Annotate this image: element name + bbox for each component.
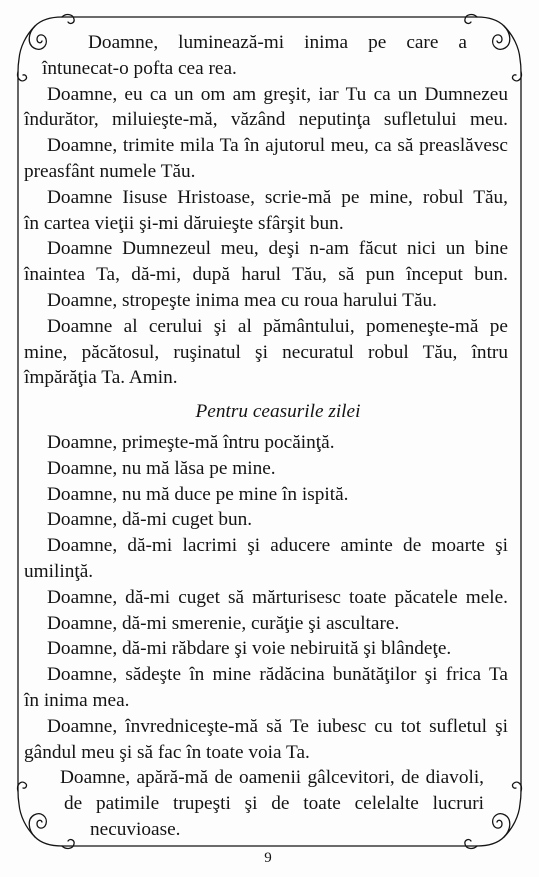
text-line: Doamne, nu mă duce pe mine în ispită. xyxy=(47,483,349,505)
text-line: preasfânt numele Tău. xyxy=(24,160,196,182)
text-line: Doamne, primeşte-mă întru pocăinţă. xyxy=(47,431,335,453)
prayer-paragraph xyxy=(24,611,508,637)
prayer-paragraph xyxy=(24,507,508,533)
text-line: Doamne, sădeşte în mine rădăcina bunătăţilor şi frica Ta xyxy=(47,664,508,686)
page-number: 9 xyxy=(264,850,272,866)
prayer-paragraph xyxy=(24,185,508,237)
text-line: îndurător, miluieşte-mă, văzând neputinţa sufletului meu. xyxy=(24,109,508,131)
text-line: Doamne al cerului şi al pământului, pomeneşte-mă pe xyxy=(47,315,508,337)
prayer-paragraph xyxy=(24,236,508,288)
text-line: în cartea vieţii şi-mi dăruieşte sfârşit bun. xyxy=(24,212,344,234)
text-line: Doamne, dă-mi cuget să mărturisesc toate păcatele mele. xyxy=(47,586,508,608)
text-line: umilinţă. xyxy=(24,560,94,582)
prayer-paragraph xyxy=(24,482,508,508)
prayer-paragraph xyxy=(24,662,508,714)
text-line: înaintea Ta, dă-mi, după harul Tău, să pun început bun. xyxy=(24,264,508,286)
text-line: în inima mea. xyxy=(24,689,130,711)
prayer-paragraph xyxy=(24,30,508,82)
text-line: Doamne, dă-mi răbdare şi voie nebiruită şi blândeţe. xyxy=(47,638,452,660)
prayer-paragraph xyxy=(24,636,508,662)
text-block xyxy=(24,30,508,843)
prayer-paragraph xyxy=(24,456,508,482)
text-line: mine, păcătosul, ruşinatul şi necuratul robul Tău, întru xyxy=(24,341,508,363)
text-line: Doamne, stropeşte inima mea cu roua harului Tău. xyxy=(47,289,437,311)
prayer-paragraph xyxy=(24,714,508,766)
text-line: Doamne, învredniceşte-mă să Te iubesc cu tot sufletul şi xyxy=(47,715,508,737)
text-line: Doamne Iisuse Hristoase, scrie-mă pe mine, robul Tău, xyxy=(47,186,508,208)
prayer-paragraph xyxy=(24,288,508,314)
prayer-paragraph xyxy=(24,585,508,611)
text-line: Doamne, nu mă lăsa pe mine. xyxy=(47,457,276,479)
text-line: Doamne, eu ca un om am greşit, iar Tu ca un Dumnezeu xyxy=(47,83,508,105)
prayer-paragraph xyxy=(24,133,508,185)
text-line: gândul meu şi să fac în toate voia Ta. xyxy=(24,741,310,763)
prayer-paragraph xyxy=(24,430,508,456)
prayer-paragraph xyxy=(24,765,508,842)
text-line: întunecat-o pofta cea rea. xyxy=(42,57,237,79)
text-line: de patimile trupeşti şi de toate celelalte lucruri xyxy=(64,793,484,815)
text-line: Doamne, apără-mă de oamenii gâlcevitori, de diavoli, xyxy=(60,767,484,789)
text-line: Doamne, luminează-mi inima pe care a xyxy=(88,32,467,53)
text-line: Doamne, dă-mi lacrimi şi aducere aminte de moarte şi xyxy=(47,535,508,557)
text-line: împărăţia Ta. Amin. xyxy=(24,367,178,389)
prayer-paragraph xyxy=(24,82,508,134)
section-heading: Pentru ceasurile zilei xyxy=(195,401,361,423)
text-line: Doamne Dumnezeul meu, deşi n-am făcut nici un bine xyxy=(47,238,508,260)
prayer-paragraph xyxy=(24,314,508,391)
text-line: Doamne, dă-mi smerenie, curăţie şi ascultare. xyxy=(47,612,400,634)
text-line: necuvioase. xyxy=(90,818,181,840)
text-line: Doamne, trimite mila Ta în ajutorul meu, ca să preaslăvesc xyxy=(47,135,508,157)
prayer-paragraph xyxy=(24,533,508,585)
text-line: Doamne, dă-mi cuget bun. xyxy=(47,509,253,531)
